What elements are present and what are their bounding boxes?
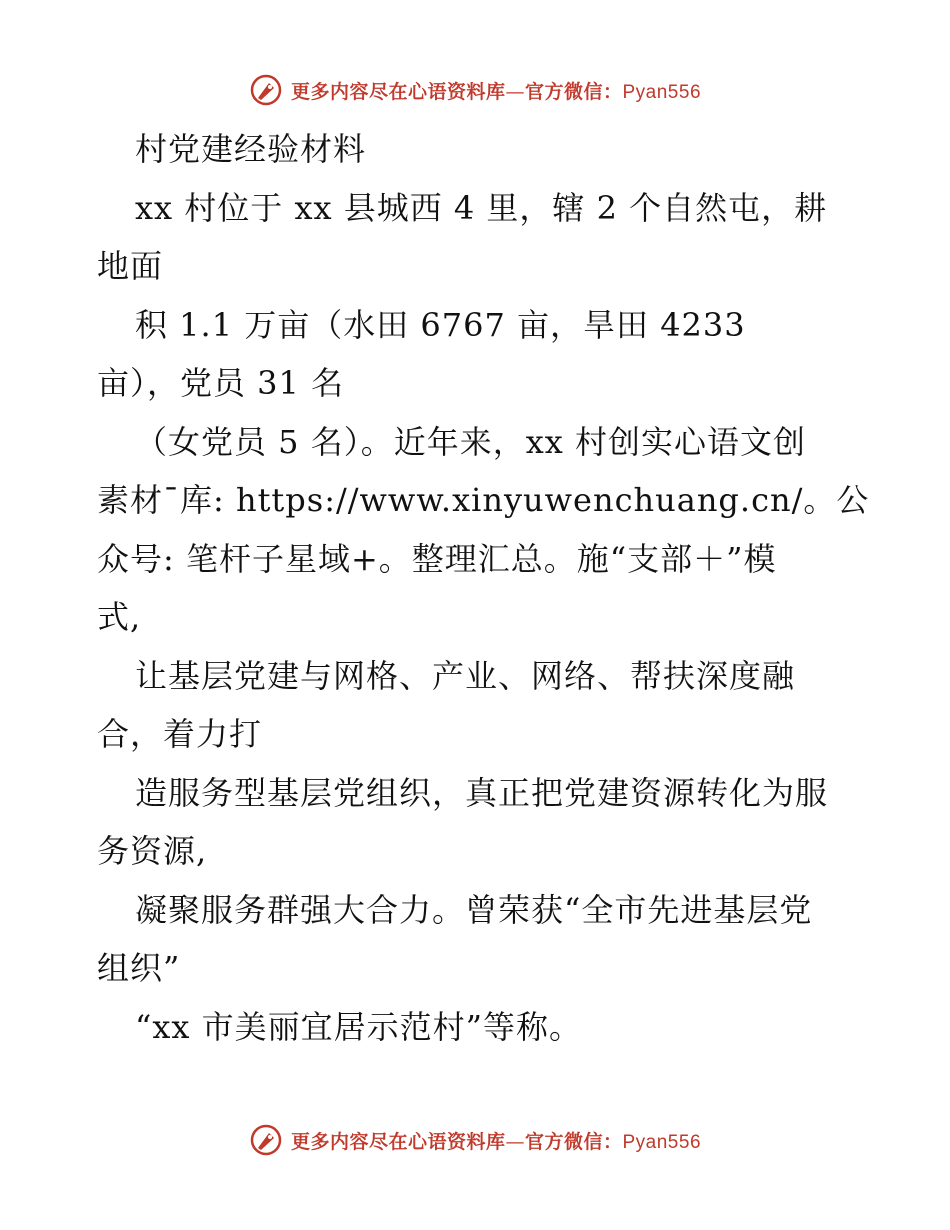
document-line: 众号: 笔杆子星域+。整理汇总。施“支部＋”模 xyxy=(97,539,777,578)
header-banner xyxy=(0,70,950,110)
document-line: 让基层党建与网格、产业、网络、帮扶深度融 xyxy=(135,656,796,695)
banner-wechat-id: Pyan556 xyxy=(622,81,702,103)
document-line: 合，着力打 xyxy=(97,715,263,753)
document-line: 亩），党员 31 名 xyxy=(97,364,345,402)
banner-wechat-label: 官方微信： xyxy=(524,80,623,103)
banner-separator: — xyxy=(505,80,525,103)
pen-nib-logo-icon xyxy=(249,1123,283,1157)
banner-text xyxy=(291,1127,701,1154)
document-line: 村党建经验材料 xyxy=(135,130,367,168)
banner-main-text: 更多内容尽在心语资料库 xyxy=(290,80,506,103)
document-line: “xx 市美丽宜居示范村”等称。 xyxy=(135,1007,582,1046)
pen-nib-logo-icon xyxy=(249,73,283,107)
banner-text xyxy=(291,77,701,104)
banner-wechat-label: 官方微信： xyxy=(524,1130,623,1153)
document-line: 积 1.1 万亩（水田 6767 亩，旱田 4233 xyxy=(135,305,746,344)
banner-wechat-id: Pyan556 xyxy=(622,1131,702,1153)
document-line: 务资源, xyxy=(97,832,208,870)
document-line: （女党员 5 名）。近年来，xx 村创实心语文创 xyxy=(135,422,806,461)
document-line: 式, xyxy=(97,598,142,636)
document-line: 地面 xyxy=(97,247,164,285)
document-line: 造服务型基层党组织，真正把党建资源转化为服 xyxy=(135,773,829,812)
document-body xyxy=(97,120,870,1056)
document-line: 素材¯库: https://www.xinyuwenchuang.cn/。公 xyxy=(97,481,870,519)
document-line: 组织” xyxy=(97,949,181,987)
footer-banner xyxy=(0,1120,950,1160)
document-line: 凝聚服务群强大合力。曾荣获“全市先进基层党 xyxy=(135,890,813,929)
document-line: xx 村位于 xx 县城西 4 里，辖 2 个自然屯，耕 xyxy=(135,188,828,227)
banner-separator: — xyxy=(505,1130,525,1153)
banner-main-text: 更多内容尽在心语资料库 xyxy=(290,1130,506,1153)
